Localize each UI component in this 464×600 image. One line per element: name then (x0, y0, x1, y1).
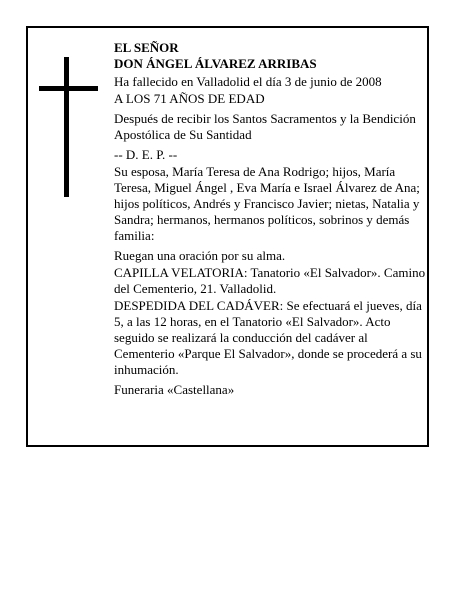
sacraments-line: Después de recibir los Santos Sacramentos y la Bendición Apostólica de Su Santidad (114, 111, 416, 142)
cross-horizontal-bar (39, 86, 98, 91)
deceased-name: DON ÁNGEL ÁLVAREZ ARRIBAS (114, 56, 317, 71)
funeral-home-line: Funeraria «Castellana» (114, 382, 235, 397)
honorific-title: EL SEÑOR (114, 40, 179, 55)
heading (114, 40, 426, 72)
age-line: A LOS 71 AÑOS DE EDAD (114, 91, 265, 106)
dep-line: -- D. E. P. -- (114, 147, 178, 162)
chapel-paragraph: CAPILLA VELATORIA: Tanatorio «El Salvador». Camino del Cementerio, 21. Valladolid. (114, 265, 426, 296)
family-paragraph: Su esposa, María Teresa de Ana Rodrigo; hijos, María Teresa, Miguel Ángel , Eva María e Israel Álvarez de Ana; hijos políticos, Andrés y Francisco Javier; nietas, Natalia y Sandra; hermanos, hermanos políticos, sobrinos y demás familia: (114, 164, 420, 243)
farewell-paragraph: DESPEDIDA DEL CADÁVER: Se efectuará el jueves, día 5, a las 12 horas, en el Tanatorio «El Salvador». Acto seguido se realizará la conducción del cadáver al Cementerio «Parque El Salvador», donde se procederá a su inhumación. (114, 298, 422, 377)
cross-icon (39, 57, 99, 197)
cross-vertical-bar (64, 57, 69, 197)
death-announcement: Ha fallecido en Valladolid el día 3 de junio de 2008 (114, 74, 382, 89)
prayer-line: Ruegan una oración por su alma. (114, 248, 286, 263)
obituary-text (114, 40, 426, 402)
